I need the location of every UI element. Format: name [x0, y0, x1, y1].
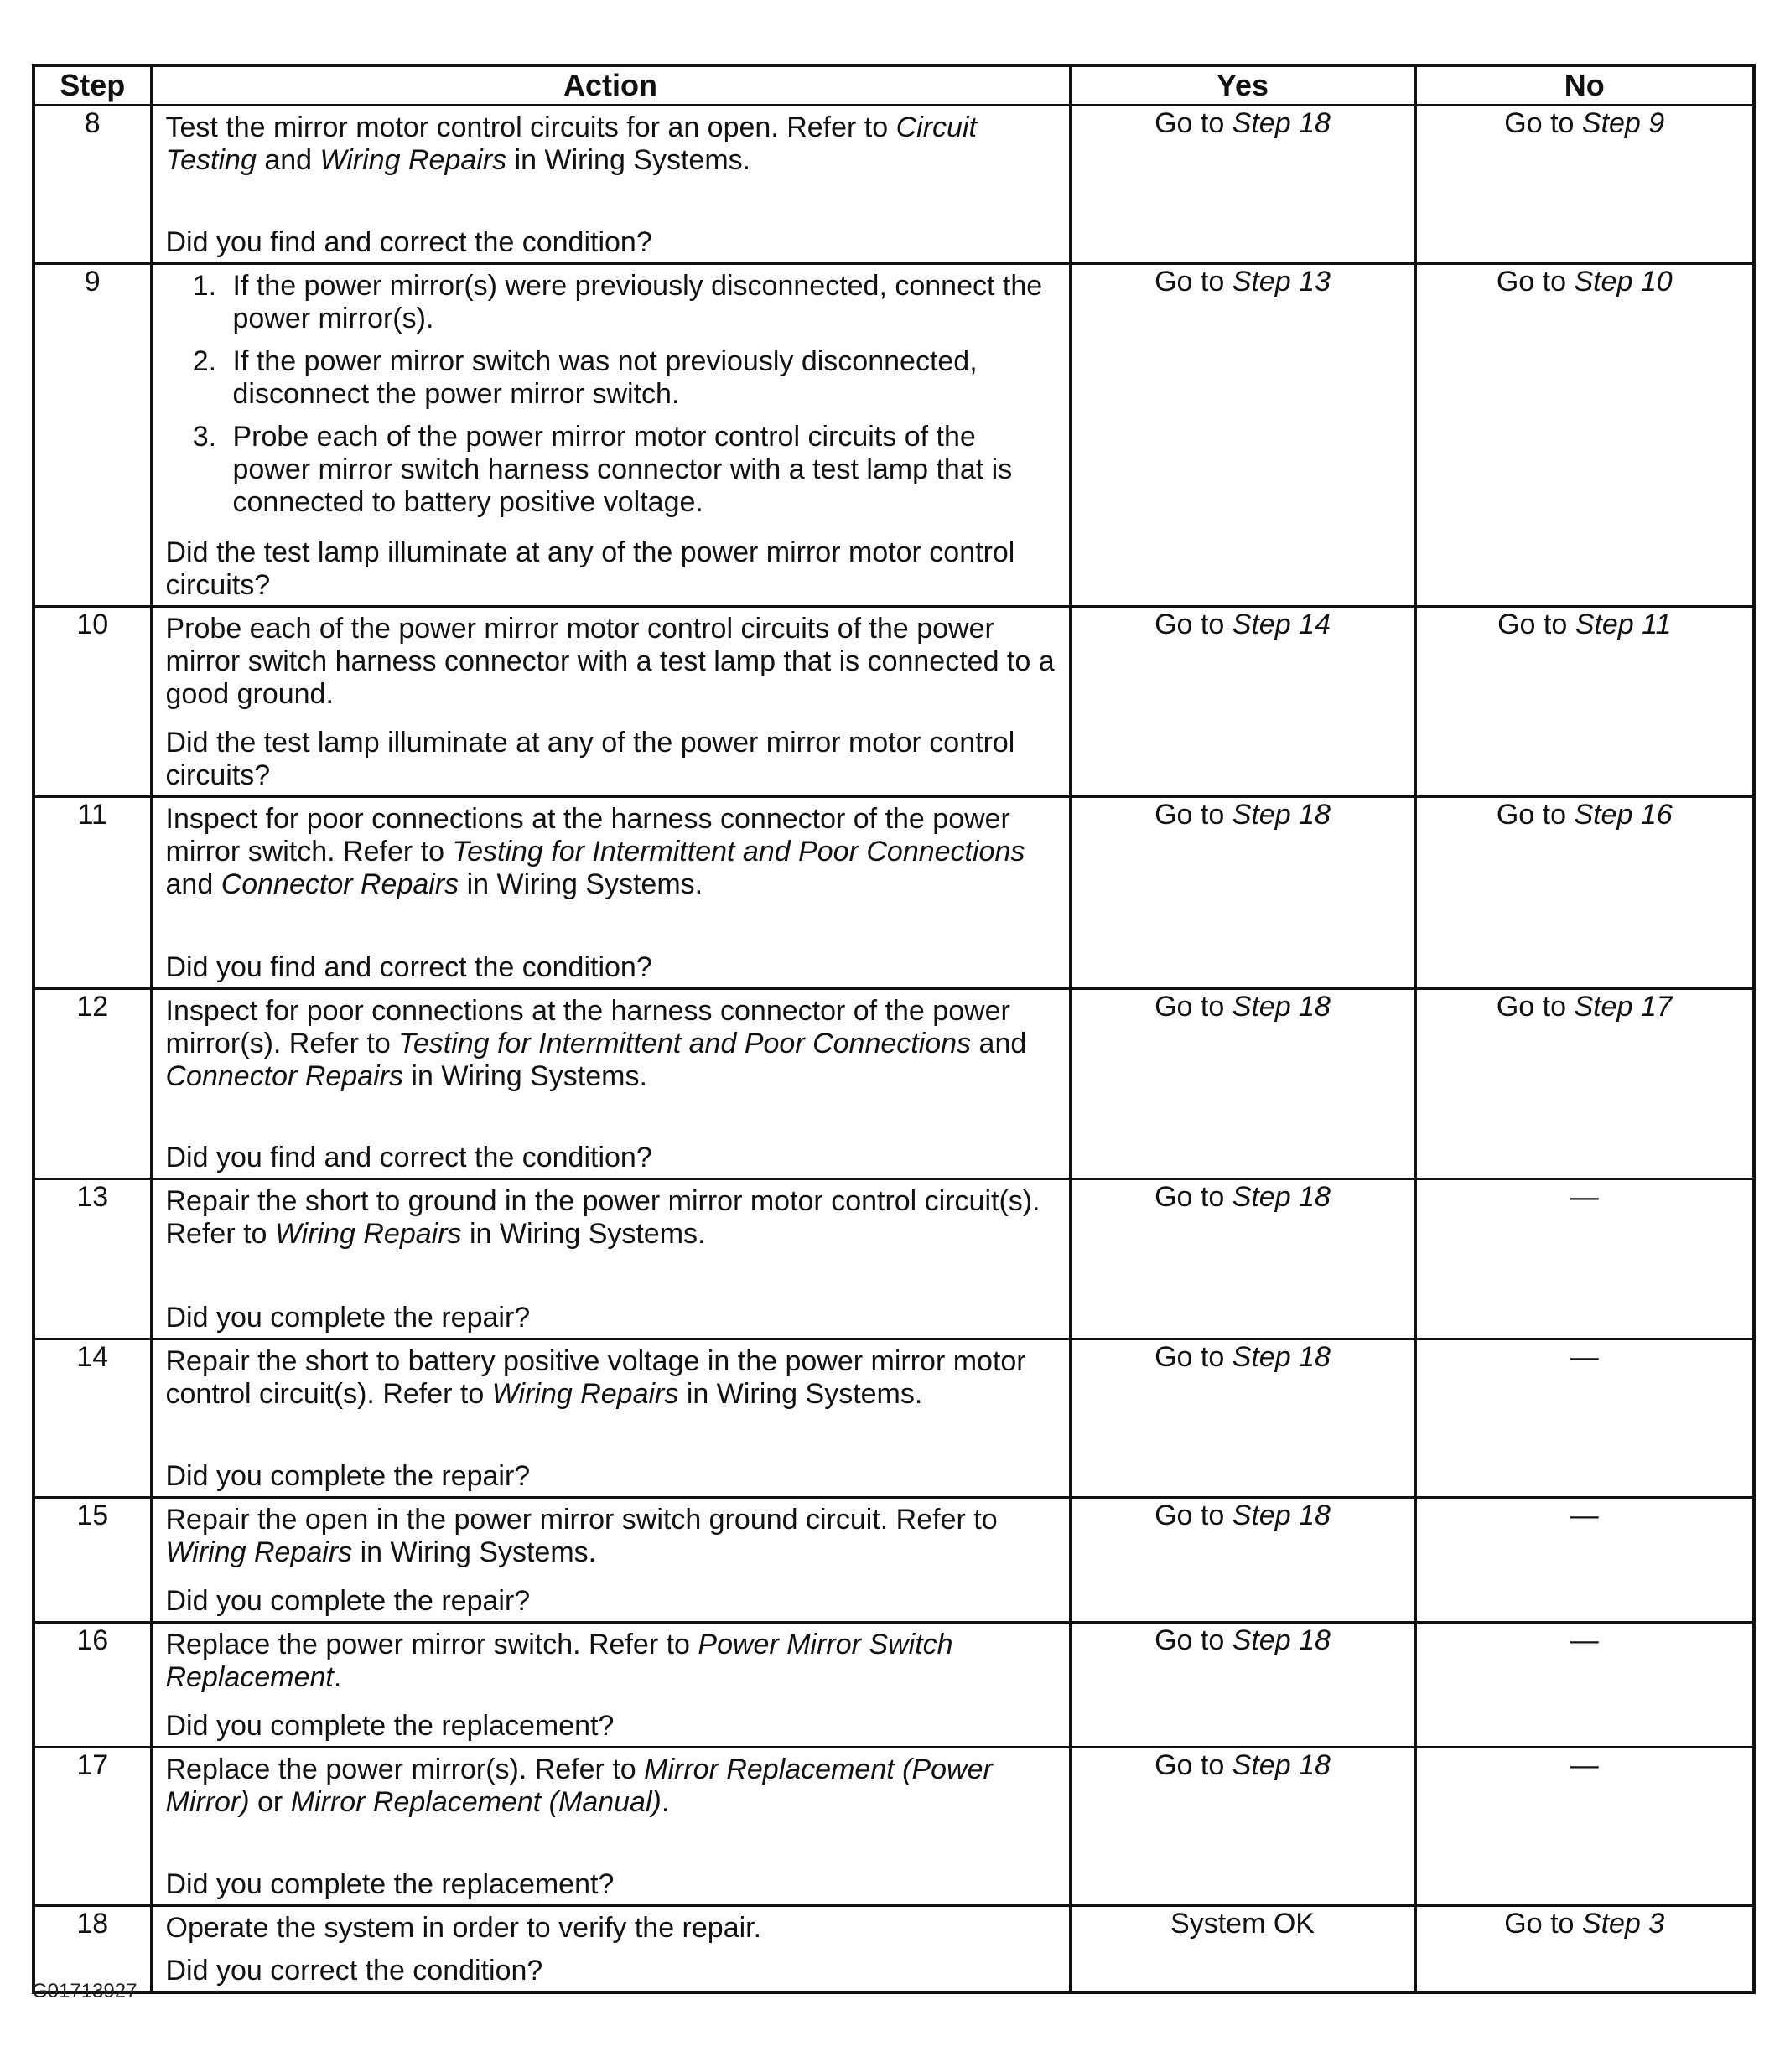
action-content: [166, 613, 1057, 792]
substep-item: 1. If the power mirror(s) were previously disconnected, connect the power mirror(s).: [225, 270, 1057, 335]
no-cell: [1415, 106, 1754, 264]
action-instruction: [166, 1504, 1057, 1569]
action-instruction: [166, 1912, 1057, 1945]
substep-item: 2. If the power mirror switch was not previously disconnected, disconnect the power mirror switch.: [225, 345, 1057, 411]
yes-step-reference: Step 14: [1232, 609, 1331, 640]
yes-step-reference: Step 18: [1232, 1500, 1331, 1531]
step-number: 16: [34, 1623, 151, 1748]
reference-title: Testing for Intermittent and Poor Connections: [452, 836, 1025, 868]
table-row: [34, 797, 1754, 989]
no-cell: [1415, 1623, 1754, 1748]
reference-title: Wiring Repairs: [319, 144, 507, 176]
instruction-text: Repair the short to ground in the power mirror motor control circuit(s). Refer to: [165, 1185, 1040, 1250]
no-cell: [1415, 1906, 1754, 1993]
step-number: 11: [34, 797, 151, 989]
step-number: 15: [34, 1498, 151, 1623]
reference-title: Wiring Repairs: [491, 1378, 679, 1410]
step-number: 10: [34, 607, 151, 797]
table-row: [34, 1179, 1754, 1339]
yes-cell: [1070, 989, 1415, 1179]
diagnostic-table: [32, 64, 1756, 1994]
header-no: No: [1415, 65, 1754, 106]
no-result-text: —: [1570, 1749, 1599, 1781]
reference-title: Mirror Replacement (Manual): [290, 1786, 662, 1818]
instruction-text: .: [661, 1786, 670, 1818]
action-question: Did you find and correct the condition?: [165, 1142, 652, 1173]
action-cell: [151, 1906, 1070, 1993]
reference-title: Mirror Replacement (Power Mirror): [165, 1753, 993, 1818]
no-cell: [1415, 1498, 1754, 1623]
yes-result-text: Go to: [1155, 1624, 1232, 1656]
figure-code: G01713927: [32, 1980, 138, 2002]
table-body: [34, 106, 1754, 1993]
no-result-text: —: [1570, 1500, 1599, 1531]
instruction-text: in Wiring Systems.: [506, 144, 751, 176]
yes-step-reference: Step 18: [1232, 1749, 1331, 1781]
action-instruction: [166, 1753, 1057, 1819]
instruction-text: Inspect for poor connections at the harness connector of the power mirror(s). Refer to: [165, 995, 1010, 1059]
yes-step-reference: Step 13: [1232, 266, 1331, 298]
action-instruction: [166, 1345, 1057, 1411]
instruction-text: Replace the power mirror switch. Refer to: [165, 1629, 698, 1660]
yes-cell: [1070, 1748, 1415, 1906]
action-cell: [151, 1498, 1070, 1623]
no-result-text: —: [1570, 1181, 1599, 1213]
no-cell: [1415, 1179, 1754, 1339]
no-result-text: Go to: [1497, 609, 1575, 640]
substep-list: [166, 270, 1057, 526]
yes-result-text: Go to: [1155, 266, 1232, 298]
step-number: 12: [34, 989, 151, 1179]
action-instruction: [166, 1629, 1057, 1694]
instruction-text: in Wiring Systems.: [402, 1060, 647, 1092]
diagnostic-table-container: [32, 64, 1752, 1994]
instruction-text: in Wiring Systems.: [678, 1378, 923, 1410]
yes-step-reference: Step 18: [1232, 1181, 1331, 1213]
yes-result-text: Go to: [1155, 1500, 1232, 1531]
no-step-reference: Step 11: [1575, 609, 1672, 640]
action-question: Did you complete the replacement?: [165, 1710, 615, 1742]
instruction-text: in Wiring Systems.: [459, 868, 703, 900]
table-row: [34, 607, 1754, 797]
action-instruction: [166, 1185, 1057, 1251]
action-content: [166, 995, 1057, 1174]
table-header-row: [34, 65, 1754, 106]
yes-result-text: Go to: [1155, 991, 1232, 1023]
table-row: [34, 1339, 1754, 1498]
no-cell: [1415, 1748, 1754, 1906]
instruction-text: Repair the short to battery positive voltage in the power mirror motor control circuit(s). Refer to: [165, 1345, 1026, 1410]
no-result-text: —: [1570, 1341, 1599, 1373]
action-content: [166, 1912, 1057, 1987]
table-row: [34, 989, 1754, 1179]
instruction-text: .: [333, 1661, 342, 1693]
no-step-reference: Step 3: [1581, 1908, 1665, 1940]
action-cell: [151, 1339, 1070, 1498]
action-cell: [151, 797, 1070, 989]
instruction-text: Probe each of the power mirror motor control circuits of the power mirror switch harness connector with a test lamp that is connected to a good ground.: [165, 613, 1055, 710]
action-content: [166, 803, 1057, 984]
action-content: [166, 1345, 1057, 1493]
step-number: 17: [34, 1748, 151, 1906]
step-number: 14: [34, 1339, 151, 1498]
yes-result-text: Go to: [1155, 1181, 1232, 1213]
action-instruction: [166, 111, 1057, 177]
step-number: 13: [34, 1179, 151, 1339]
no-cell: [1415, 989, 1754, 1179]
step-number: 18: [34, 1906, 151, 1993]
step-number: 9: [34, 264, 151, 607]
instruction-text: and: [165, 868, 221, 900]
no-result-text: Go to: [1504, 107, 1582, 139]
yes-result-text: Go to: [1155, 1749, 1232, 1781]
no-cell: [1415, 264, 1754, 607]
yes-step-reference: Step 18: [1232, 107, 1331, 139]
instruction-text: Repair the open in the power mirror switch ground circuit. Refer to: [165, 1504, 998, 1536]
action-cell: [151, 1179, 1070, 1339]
action-content: [166, 270, 1057, 602]
yes-cell: [1070, 797, 1415, 989]
yes-cell: [1070, 607, 1415, 797]
action-instruction: [166, 613, 1057, 711]
action-instruction: [166, 803, 1057, 901]
yes-cell: [1070, 1906, 1415, 1993]
table-row: [34, 264, 1754, 607]
action-instruction: [166, 995, 1057, 1093]
action-content: [166, 1185, 1057, 1334]
action-cell: [151, 106, 1070, 264]
no-cell: [1415, 1339, 1754, 1498]
action-cell: [151, 1623, 1070, 1748]
action-question: Did you complete the replacement?: [165, 1868, 615, 1900]
action-question: Did you complete the repair?: [165, 1585, 531, 1617]
yes-cell: [1070, 1623, 1415, 1748]
table-row: [34, 1623, 1754, 1748]
no-result-text: Go to: [1496, 266, 1575, 298]
no-cell: [1415, 607, 1754, 797]
yes-cell: [1070, 106, 1415, 264]
action-question: Did you correct the condition?: [165, 1955, 543, 1987]
instruction-text: and: [971, 1028, 1027, 1059]
action-content: [166, 1629, 1057, 1743]
yes-cell: [1070, 1339, 1415, 1498]
yes-step-reference: Step 18: [1232, 1624, 1331, 1656]
action-cell: [151, 264, 1070, 607]
yes-cell: [1070, 1179, 1415, 1339]
instruction-text: Test the mirror motor control circuits for an open. Refer to: [165, 111, 896, 143]
no-result-text: —: [1570, 1624, 1599, 1656]
no-result-text: Go to: [1504, 1908, 1582, 1940]
action-content: [166, 111, 1057, 259]
reference-title: Connector Repairs: [165, 1060, 403, 1092]
header-action: Action: [151, 65, 1070, 106]
action-question: Did you find and correct the condition?: [165, 951, 652, 983]
action-cell: [151, 989, 1070, 1179]
table-row: [34, 1906, 1754, 1993]
table-row: [34, 1748, 1754, 1906]
header-step: Step: [34, 65, 151, 106]
header-yes: Yes: [1070, 65, 1415, 106]
yes-cell: [1070, 264, 1415, 607]
yes-cell: [1070, 1498, 1415, 1623]
reference-title: Wiring Repairs: [165, 1536, 353, 1568]
action-question: Did you complete the repair?: [165, 1302, 531, 1334]
action-question: Did you find and correct the condition?: [165, 226, 652, 258]
reference-title: Wiring Repairs: [274, 1218, 462, 1250]
no-step-reference: Step 9: [1581, 107, 1665, 139]
action-question: Did the test lamp illuminate at any of the power mirror motor control circuits?: [165, 536, 1015, 601]
action-cell: [151, 1748, 1070, 1906]
no-cell: [1415, 797, 1754, 989]
action-question: Did the test lamp illuminate at any of the power mirror motor control circuits?: [165, 727, 1015, 791]
yes-result-text: Go to: [1155, 799, 1232, 831]
yes-step-reference: Step 18: [1232, 991, 1331, 1023]
yes-result-text: Go to: [1155, 107, 1232, 139]
no-step-reference: Step 10: [1574, 266, 1673, 298]
no-step-reference: Step 16: [1574, 799, 1673, 831]
instruction-text: in Wiring Systems.: [352, 1536, 597, 1568]
table-row: [34, 1498, 1754, 1623]
instruction-text: or: [249, 1786, 291, 1818]
yes-result-text: Go to: [1155, 1341, 1232, 1373]
step-number: 8: [34, 106, 151, 264]
yes-result-text: System OK: [1170, 1908, 1315, 1940]
instruction-text: in Wiring Systems.: [461, 1218, 706, 1250]
no-step-reference: Step 17: [1574, 991, 1673, 1023]
action-question: Did you complete the repair?: [165, 1460, 531, 1492]
no-result-text: Go to: [1496, 991, 1575, 1023]
instruction-text: Operate the system in order to verify the repair.: [165, 1912, 762, 1944]
action-content: [166, 1504, 1057, 1618]
instruction-text: Inspect for poor connections at the harness connector of the power mirror switch. Refer to: [165, 803, 1010, 868]
substep-item: 3. Probe each of the power mirror motor control circuits of the power mirror switch harness connector with a test lamp that is connected to battery positive voltage.: [225, 421, 1057, 519]
yes-step-reference: Step 18: [1232, 1341, 1331, 1373]
reference-title: Testing for Intermittent and Poor Connections: [398, 1028, 972, 1059]
action-content: [166, 1753, 1057, 1901]
yes-result-text: Go to: [1155, 609, 1232, 640]
no-result-text: Go to: [1496, 799, 1575, 831]
reference-title: Power Mirror Switch Replacement: [165, 1629, 953, 1693]
yes-step-reference: Step 18: [1232, 799, 1331, 831]
instruction-text: Replace the power mirror(s). Refer to: [165, 1753, 645, 1785]
action-cell: [151, 607, 1070, 797]
table-row: [34, 106, 1754, 264]
reference-title: Connector Repairs: [221, 868, 459, 900]
instruction-text: and: [256, 144, 320, 176]
reference-title: Circuit Testing: [165, 111, 977, 176]
